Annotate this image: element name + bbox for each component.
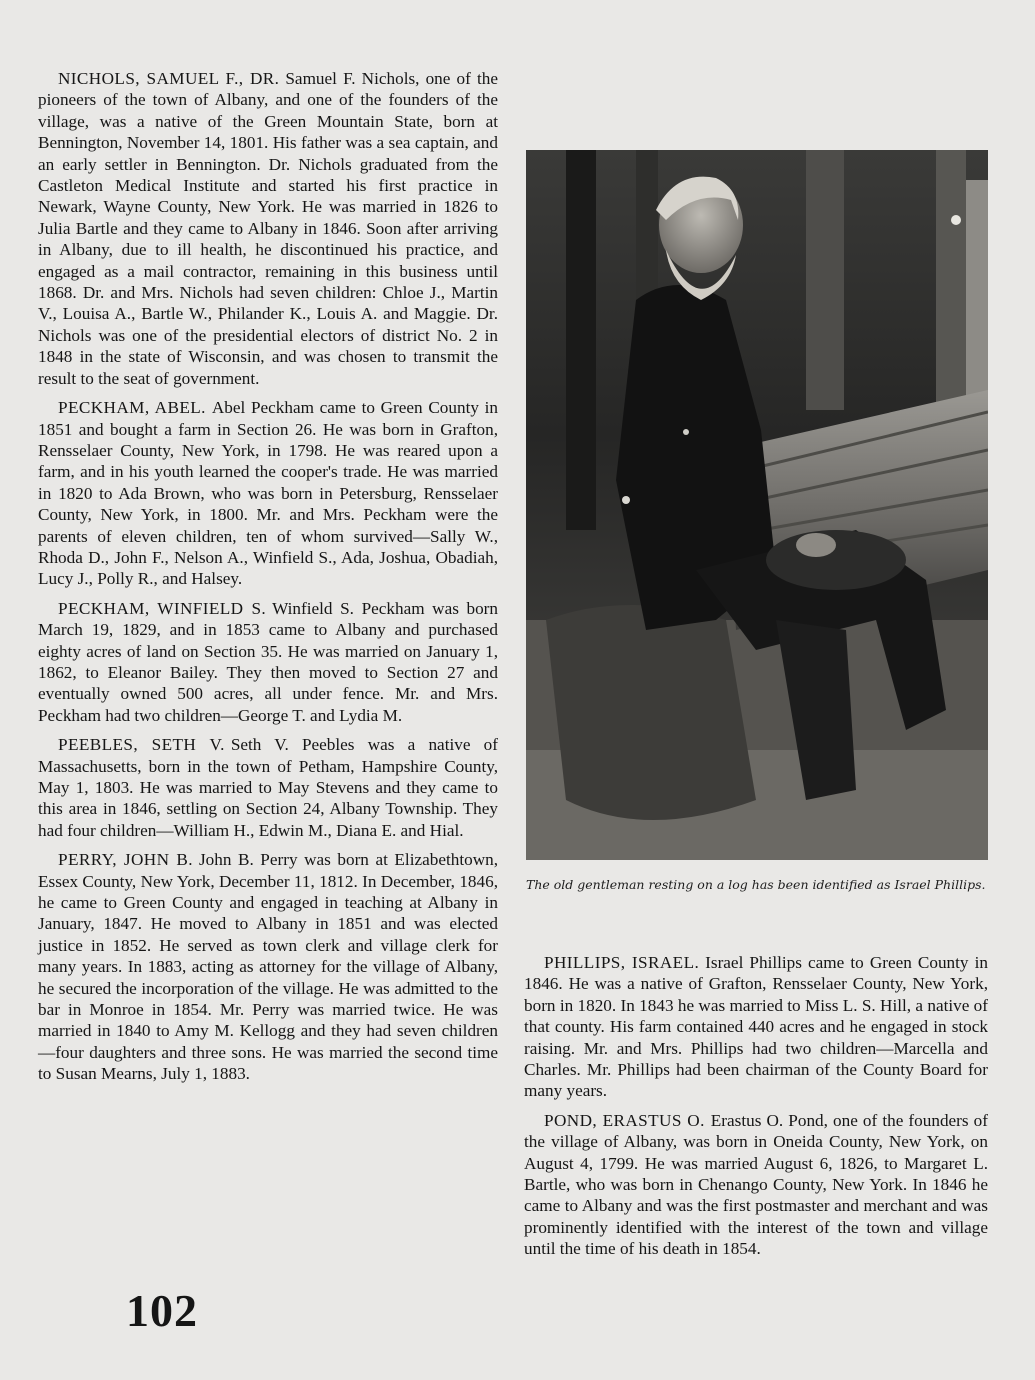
page-number: 102 <box>126 1285 198 1336</box>
entry-pond <box>524 1110 988 1260</box>
entry-peckham-abel <box>38 397 498 590</box>
entry-text: Winfield S. Peckham was born March 19, 1829, and in 1853 came to Albany and purchased eighty acres of land on Section 35. He was married on January 1, 1862, to Eleanor Bailey. They then moved to Section 27 and eventually owned 500 acres, all under fence. Mr. and Mrs. Peckham had two children—George T. and Lydia M. <box>38 598 498 725</box>
entry-text: Erastus O. Pond, one of the founders of the village of Albany, was born in Oneida County, New York, on August 4, 1799. He was married August 6, 1826, to Margaret L. Bartle, who was born in Chenango County, New York. In 1846 he came to Albany and was the first postmaster and merchant and was prominently identified with the interest of the town and village until the time of his death in 1854. <box>524 1110 988 1259</box>
left-column <box>38 68 498 1093</box>
entry-name: PECKHAM, WINFIELD S. <box>58 598 267 618</box>
entry-text: Israel Phillips came to Green County in 1846. He was a native of Grafton, Rensselaer County, New York, born in 1820. In 1843 he was married to Miss L. S. Hill, a native of that county. His farm contained 440 acres and he engaged in stock raising. Mr. and Mrs. Phillips had two children—Marcella and Charles. Mr. Phillips had been chairman of the County Board for many years. <box>524 953 988 1101</box>
entry-name: POND, ERASTUS O. <box>544 1110 705 1130</box>
entry-text: John B. Perry was born at Elizabethtown, Essex County, New York, December 11, 1812. In December, 1846, he came to Green County and engaged in teaching at Albany in January, 1847. He moved to Albany in 1851 and was elected justice in 1852. He served as town clerk and village clerk for many years. In 1883, acting as attorney for the village of Albany, he secured the incorporation of the village. He was admitted to the bar in Monroe in 1854. Mr. Perry was married twice. He was married in 1840 to Amy M. Kellogg and they had seven children—four daughters and three sons. He was married the second time to Susan Mearns, July 1, 1883. <box>38 850 498 1084</box>
entry-peebles <box>38 734 498 841</box>
entry-name: PECKHAM, ABEL. <box>58 398 206 418</box>
entry-text: Abel Peckham came to Green County in 1851 and bought a farm in Section 26. He was born in Grafton, Rensselaer County, New York, in 1798. He was reared upon a farm, and in his youth learned the cooper's trade. He was married in 1820 to Ada Brown, who was born in Petersburg, Rensselaer County, New York, in 1800. Mr. and Mrs. Peckham were the parents of eleven children, ten of whom survived—Sally W., Rhoda D., John F., Nelson A., Winfield S., Ada, Joshua, Obadiah, Lucy J., Polly R., and Halsey. <box>38 398 498 589</box>
photo-israel-phillips <box>526 150 988 860</box>
entry-phillips <box>524 952 988 1102</box>
entry-nichols <box>38 68 498 389</box>
photo-caption: The old gentleman resting on a log has been identified as Israel Phillips. <box>526 877 986 892</box>
entry-text: Samuel F. Nichols, one of the pioneers of the town of Albany, and one of the founders of the village, was a native of the Green Mountain State, born at Bennington, November 14, 1801. His father was a sea captain, and an early settler in Bennington. Dr. Nichols graduated from the Castleton Medical Institute and started his first practice in Newark, Wayne County, New York. He was married in 1826 to Julia Bartle and they came to Albany in 1846. Soon after arriving in Albany, due to ill health, he discontinued his practice, and engaged as a mail contractor, remaining in this business until 1868. Dr. and Mrs. Nichols had seven children: Chloe J., Martin V., Louisa A., Bartle W., Philander K., Louis A. and Maggie. Dr. Nichols was one of the presidential electors of district No. 2 in 1848 in the state of Wisconsin, and was chosen to transmit the result to the seat of government. <box>38 69 498 388</box>
entry-peckham-winfield <box>38 598 498 726</box>
entry-name: PERRY, JOHN B. <box>58 850 193 870</box>
entry-name: PEEBLES, SETH V. <box>58 735 225 755</box>
entry-text: Seth V. Peebles was a native of Massachusetts, born in the town of Petham, Hampshire County, May 1, 1803. He was married to May Stevens and they came to this area in 1846, settling on Section 24, Albany Township. They had four children—William H., Edwin M., Diana E. and Hial. <box>38 735 498 840</box>
right-column <box>524 952 988 1268</box>
entry-name: PHILLIPS, ISRAEL. <box>544 953 700 972</box>
entry-name: NICHOLS, SAMUEL F., DR. <box>58 69 280 88</box>
photo-illustration <box>526 150 988 860</box>
entry-perry <box>38 849 498 1084</box>
